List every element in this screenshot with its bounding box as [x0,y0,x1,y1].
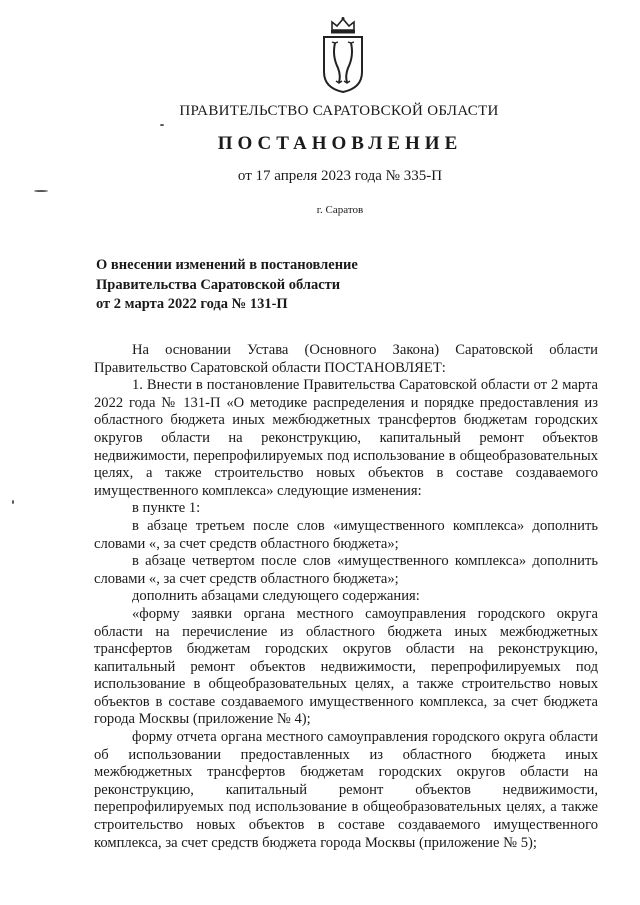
body-paragraph: 1. Внести в постановление Правительства Саратовской области от 2 марта 2022 года № 131-П «О методике распределения и порядке предоставления из областного бюджета иных межбюджетных трансфертов бюджетам городских округов области на реконструкцию, капитальный ремонт объектов недвижимости, перепрофилируемых под использование в общеобразовательных целях, а также строительство новых объектов в составе создаваемого имущественного комплекса» следующие изменения: [94,377,598,499]
scan-speck [34,190,48,192]
body-paragraph: форму отчета органа местного самоуправления городского округа области об использовании предоставленных из областного бюджета иных межбюджетных трансфертов бюджетам городских округов области на реконструкцию, капитальный ремонт объектов недвижимости, перепрофилируемых под использование в общеобразовательных целях, а также строительство новых объектов в составе создаваемого имущественного комплекса, за счет средств бюджета города Москвы (приложение № 5); [94,729,598,851]
scan-speck [12,500,14,504]
government-name: ПРАВИТЕЛЬСТВО САРАТОВСКОЙ ОБЛАСТИ [179,103,499,119]
document-subject [96,256,416,315]
document-city: г. Саратов [316,204,364,216]
scan-speck [160,124,164,126]
body-paragraph: в пункте 1: [132,500,201,517]
body-paragraph: «форму заявки органа местного самоуправления городского округа области на перечисление из областного бюджета иных межбюджетных трансфертов бюджетам городских округов области на реконструкцию, капитальный ремонт объектов недвижимости, перепрофилируемых под использование в общеобразовательных целях, а также строительство новых объектов в составе создаваемого имущественного комплекса, за счет бюджета города Москвы (приложение № 4); [94,605,598,728]
document-type-title: ПОСТАНОВЛЕНИЕ [217,133,463,154]
subject-line-1: О внесении изменений в постановление [96,257,358,273]
document-date-number: от 17 апреля 2023 года № 335-П [237,168,443,184]
saratov-coat-of-arms-icon [318,16,368,94]
body-paragraph: дополнить абзацами следующего содержания: [132,588,420,605]
body-paragraph: в абзаце третьем после слов «имущественного комплекса» дополнить словами «, за счет средств областного бюджета»; [94,517,598,552]
subject-line-3: от 2 марта 2022 года № 131-П [96,296,288,312]
document-body [94,342,598,852]
body-paragraph: На основании Устава (Основного Закона) Саратовской области Правительство Саратовской области ПОСТАНОВЛЯЕТ: [94,342,598,376]
subject-line-2: Правительства Саратовской области [96,276,341,293]
body-paragraph: в абзаце четвертом после слов «имущественного комплекса» дополнить словами «, за счет средств областного бюджета»; [94,553,598,587]
